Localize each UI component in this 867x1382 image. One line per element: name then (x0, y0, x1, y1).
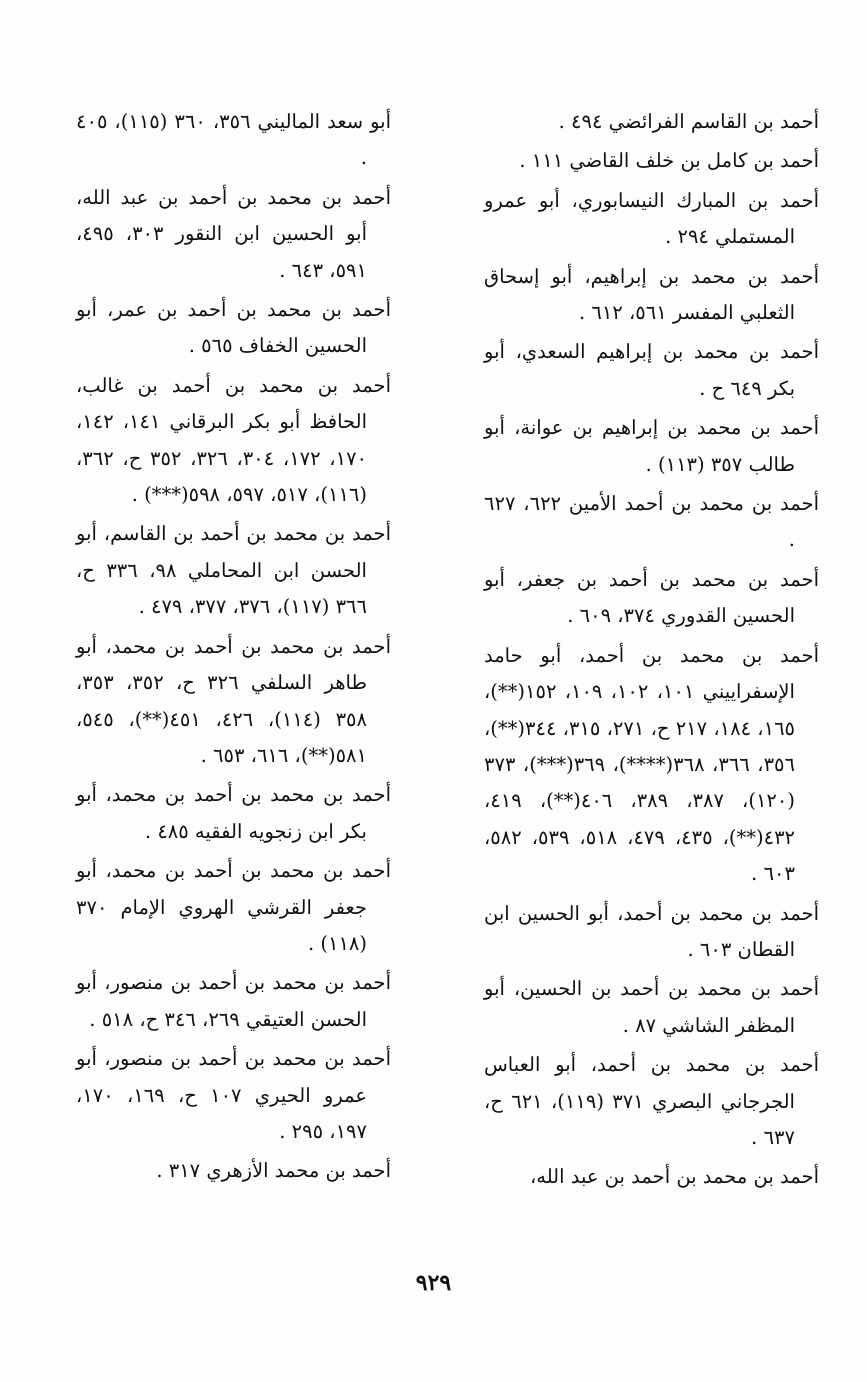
index-entry: أحمد بن القاسم الفرائضي ٤٩٤ . (558, 110, 819, 133)
index-entry: أحمد بن محمد بن أحمد، أبو العباس الجرجاني البصري ٣٧١ (١١٩)، ٦٢١ ح، ٦٣٧ . (484, 1053, 819, 1149)
index-entry: أحمد بن محمد بن أحمد بن جعفر، أبو الحسين القدوري ٣٧٤، ٦٠٩ . (484, 567, 819, 628)
index-entry: أحمد بن محمد بن أحمد الأمين ٦٢٢، ٦٢٧ . (484, 492, 819, 552)
index-entry: أحمد بن محمد بن أحمد بن محمد، أبو جعفر القرشي الهروي الإمام ٣٧٠ (١١٨) . (76, 859, 391, 955)
index-column-right (484, 104, 819, 1199)
index-entry: أحمد بن محمد الأزهري ٣١٧ . (156, 1159, 391, 1183)
page-number: ٩٢٩ (415, 1270, 452, 1296)
index-entry: أحمد بن محمد بن أحمد بن الحسين، أبو المظفر الشاشي ٨٧ . (484, 977, 819, 1037)
index-entry: أحمد بن محمد بن أحمد بن عمر، أبو الحسين الخفاف ٥٦٥ . (76, 298, 391, 358)
index-entry: أحمد بن محمد بن أحمد بن عبد الله، أبو الحسين ابن النقور ٣٠٣، ٤٩٥، ٥٩١، ٦٤٣ . (76, 185, 391, 282)
index-entry: أبو سعد الماليني ٣٥٦، ٣٦٠ (١١٥)، ٤٠٥ . (76, 110, 392, 170)
index-entry: أحمد بن محمد بن إبراهيم السعدي، أبو بكر ٦٤٩ ح . (484, 340, 819, 400)
index-entry: أحمد بن محمد بن أحمد بن محمد، أبو طاهر السلفي ٣٢٦ ح، ٣٥٢، ٣٥٣، ٣٥٨ (١١٤)، ٤٢٦، ٤٥١(**)، ٥٤٥، ٥٨١(**)، ٦١٦، ٦٥٣ . (76, 634, 391, 767)
index-entry: أحمد بن محمد بن أحمد بن محمد، أبو بكر ابن زنجويه الفقيه ٤٨٥ . (76, 783, 391, 843)
index-entry: أحمد بن محمد بن أحمد بن منصور، أبو عمرو الحيري ١٠٧ ح، ١٦٩، ١٧٠، ١٩٧، ٢٩٥ . (76, 1047, 391, 1143)
index-entry: أحمد بن محمد بن إبراهيم بن عوانة، أبو طالب ٣٥٧ (١١٣) . (484, 416, 819, 476)
index-entry: أحمد بن محمد بن أحمد بن القاسم، أبو الحسن ابن المحاملي ٩٨، ٣٣٦ ح، ٣٦٦ (١١٧)، ٣٧٦، ٣٧٧، ٤٧٩ . (76, 522, 391, 619)
index-entry: أحمد بن المبارك النيسابوري، أبو عمرو المستملي ٢٩٤ . (484, 188, 819, 249)
index-entry: أحمد بن محمد بن أحمد بن غالب، الحافظ أبو بكر البرقاني ١٤١، ١٤٢، ١٧٠، ١٧٢، ٣٠٤، ٣٢٦، ٣٥٢ ح، ٣٦٢، (١١٦)، ٥١٧، ٥٩٧، ٥٩٨(***) . (76, 373, 391, 507)
index-entry: أحمد بن محمد بن إبراهيم، أبو إسحاق الثعلبي المفسر ٥٦١، ٦١٢ . (484, 264, 819, 325)
index-entry: أحمد بن محمد بن أحمد بن منصور، أبو الحسن العتيقي ٢٦٩، ٣٤٦ ح، ٥١٨ . (76, 971, 391, 1031)
index-entry: أحمد بن محمد بن أحمد، أبو حامد الإسفراييني ١٠١، ١٠٢، ١٠٩، ١٥٢(**)، ١٦٥، ١٨٤، ٢١٧ ح، ٢٧١، ٣١٥، ٣٤٤(**)، ٣٥٦، ٣٦٦، ٣٦٨(****)، ٣٦٩(***)، ٣٧٣ (١٢٠)، ٣٨٧، ٣٨٩، ٤٠٦(**)، ٤١٩، ٤٣٢(**)، ٤٣٥، ٤٧٩، ٥١٨، ٥٣٩، ٥٨٢، ٦٠٣ . (484, 643, 819, 886)
index-entry: أحمد بن كامل بن خلف القاضي ١١١ . (519, 149, 819, 173)
index-column-left (76, 104, 391, 1193)
index-entry: أحمد بن محمد بن أحمد بن عبد الله، (529, 1165, 819, 1189)
index-entry: أحمد بن محمد بن أحمد، أبو الحسين ابن القطان ٦٠٣ . (484, 901, 819, 961)
